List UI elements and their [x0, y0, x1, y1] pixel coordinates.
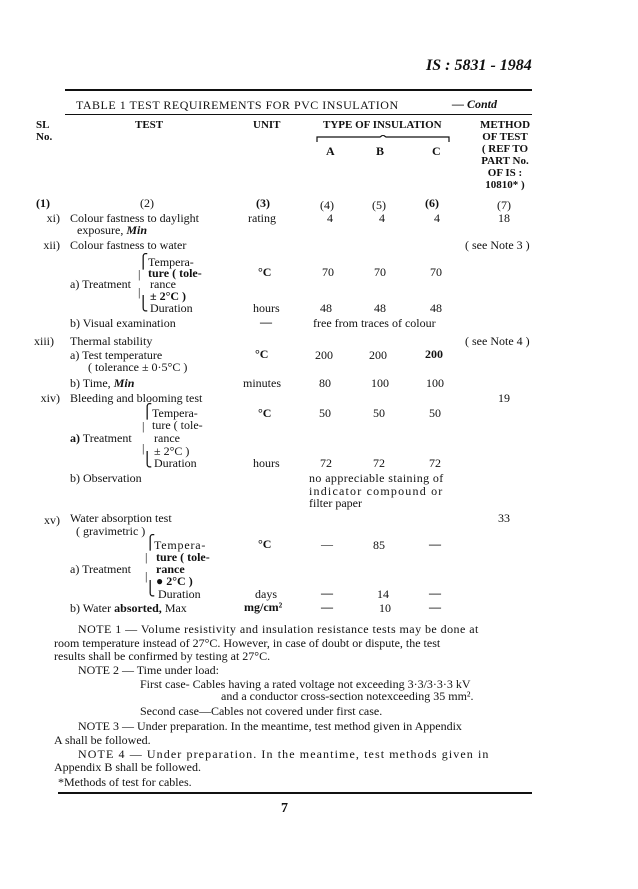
row-xv-temp-3: rance: [156, 562, 185, 576]
row-xii-brace-2: |: [138, 267, 141, 281]
row-xv-duration-c: —: [429, 586, 441, 600]
row-xiv-temp-unit: °C: [258, 406, 272, 420]
col-method-6: 10810* ): [485, 179, 525, 191]
row-xii-brace-1: ⎧: [138, 255, 149, 270]
row-xv-duration: Duration: [158, 587, 201, 601]
row-xv-duration-unit: days: [255, 587, 277, 601]
row-xv-brace-4: ⎩: [145, 582, 156, 597]
row-xiii-b-a: 80: [319, 376, 331, 390]
row-xv-temp-2: ture ( tole-: [156, 550, 210, 564]
row-xiv-obs-3: filter paper: [309, 496, 362, 510]
row-xiv-duration-b: 72: [373, 456, 385, 470]
colnum-2: (2): [140, 196, 154, 210]
note-4-line-1: NOTE 4 — Under preparation. In the meantime, test methods given in: [78, 747, 490, 761]
table-caption: TABLE 1 TEST REQUIREMENTS FOR PVC INSULATION: [76, 98, 399, 112]
row-xv-duration-b: 14: [377, 587, 389, 601]
colnum-4: (4): [320, 198, 334, 212]
col-unit: UNIT: [253, 119, 281, 131]
row-xii-duration: Duration: [150, 301, 193, 315]
row-xiii-a2: ( tolerance ± 0·5°C ): [88, 360, 188, 374]
row-xi-no: xi): [46, 211, 60, 225]
row-xii-visual-unit: —: [260, 315, 272, 329]
row-xv-test: Water absorption test: [70, 511, 172, 525]
row-xv-duration-a: —: [321, 586, 333, 600]
row-xiii-a-unit: °C: [255, 347, 269, 361]
row-xv-brace-3: |: [145, 569, 148, 583]
row-xiv-temp-2: ture ( tole-: [152, 418, 203, 432]
caption-contd: — Contd: [452, 97, 498, 111]
row-xiv-test: Bleeding and blooming test: [70, 391, 203, 405]
row-xii-temp-4: ± 2°C ): [150, 289, 187, 303]
note-2-second-case: Second case—Cables not covered under first case.: [140, 704, 383, 718]
row-xii-duration-a: 48: [320, 301, 332, 315]
row-xv-water: b) Water absorted, Max: [70, 601, 187, 615]
row-xii-temp-unit: °C: [258, 265, 272, 279]
row-xv-water-a: —: [321, 600, 333, 614]
note-1-line-3: results shall be confirmed by testing at 27°C.: [54, 649, 271, 663]
col-b: B: [376, 144, 385, 158]
col-test: TEST: [135, 119, 164, 131]
row-xiii-a-a: 200: [315, 348, 333, 362]
row-xiv-no: xiv): [40, 391, 60, 405]
row-xiii-test: Thermal stability: [70, 334, 153, 348]
row-xv-temp-4: ● 2°C ): [156, 574, 193, 588]
row-xii-temp-a: 70: [322, 265, 334, 279]
row-xii-duration-c: 48: [430, 301, 442, 315]
row-xiv-temp-3: rance: [154, 431, 180, 445]
note-3-line-2: A shall be followed.: [54, 733, 151, 747]
row-xii-no: xii): [43, 238, 60, 252]
row-xiii-b-unit: minutes: [243, 376, 281, 390]
row-xv-test-2: ( gravimetric ): [76, 524, 146, 538]
row-xiv-brace-4: ⎩: [142, 453, 153, 468]
row-xv-water-unit: mg/cm²: [244, 600, 283, 614]
row-xi-test: Colour fastness to daylight: [70, 211, 199, 225]
colnum-1: (1): [36, 196, 50, 210]
row-xiii-b-c: 100: [426, 376, 444, 390]
row-xiv-obs-2: indicator compound or: [309, 484, 444, 498]
note-2-first-case-2: and a conductor cross-section notexceeding 35 mm².: [221, 689, 474, 703]
row-xi-method: 18: [498, 211, 510, 225]
type-brace: [316, 131, 451, 139]
row-xii-visual: b) Visual examination: [70, 316, 176, 330]
row-xii-temp-3: rance: [150, 277, 176, 291]
note-2-title: NOTE 2 — Time under load:: [78, 663, 219, 677]
row-xiv-treatment-label: a) Treatment: [70, 431, 132, 445]
colnum-3: (3): [256, 196, 270, 210]
page-number: 7: [281, 801, 288, 816]
col-sl: SL: [36, 119, 50, 131]
row-xv-brace-1: ⎧: [145, 536, 156, 551]
row-xiv-temp-b: 50: [373, 406, 385, 420]
row-xv-no: xv): [44, 513, 60, 527]
row-xiii-b-b: 100: [371, 376, 389, 390]
row-xiv-duration-unit: hours: [253, 456, 280, 470]
col-type: TYPE OF INSULATION: [323, 119, 442, 131]
col-method-4: PART No.: [481, 155, 529, 167]
row-xiv-temp-a: 50: [319, 406, 331, 420]
row-xii-test: Colour fastness to water: [70, 238, 187, 252]
col-method-2: OF TEST: [482, 131, 528, 143]
row-xii-treatment-label: a) Treatment: [70, 277, 131, 291]
row-xi-b: 4: [379, 211, 385, 225]
footnote: *Methods of test for cables.: [58, 775, 192, 789]
col-a: A: [326, 144, 335, 158]
row-xiv-duration: Duration: [154, 456, 197, 470]
row-xv-temp-b: 85: [373, 538, 385, 552]
row-xv-water-c: —: [429, 600, 441, 614]
colnum-6: (6): [425, 196, 439, 210]
row-xiv-brace-2: |: [142, 419, 145, 433]
note-1-line-1: NOTE 1 — Volume resistivity and insulation resistance tests may be done at: [78, 622, 479, 636]
row-xiv-duration-c: 72: [429, 456, 441, 470]
row-xiv-observation: b) Observation: [70, 471, 142, 485]
note-4-line-2: Appendix B shall be followed.: [54, 760, 201, 774]
row-xiii-method: ( see Note 4 ): [465, 334, 530, 348]
note-1-line-2: room temperature instead of 27°C. However, in case of doubt or dispute, the test: [54, 636, 441, 650]
row-xi-unit: rating: [248, 211, 276, 225]
row-xii-brace-3: |: [138, 285, 141, 299]
note-3-line-1: NOTE 3 — Under preparation. In the meantime, test method given in Appendix: [78, 719, 462, 733]
row-xii-temp-2: ture ( tole-: [148, 266, 202, 280]
row-xi-a: 4: [327, 211, 333, 225]
row-xv-water-b: 10: [379, 601, 391, 615]
row-xiv-temp-c: 50: [429, 406, 441, 420]
row-xii-temp-b: 70: [374, 265, 386, 279]
col-c: C: [432, 144, 441, 158]
row-xii-temp-1: Tempera-: [148, 255, 194, 269]
bottom-rule: [58, 792, 532, 794]
row-xiv-temp-1: Tempera-: [152, 406, 198, 420]
row-xv-method: 33: [498, 511, 510, 525]
row-xii-brace-4: ⎩: [138, 297, 149, 312]
caption-rule: [65, 114, 532, 115]
col-method-1: METHOD: [479, 119, 531, 131]
col-method-5: OF IS :: [487, 167, 523, 179]
row-xiv-method: 19: [498, 391, 510, 405]
row-xv-temp-1: Tempera-: [154, 538, 207, 552]
row-xi-c: 4: [434, 211, 440, 225]
row-xii-temp-c: 70: [430, 265, 442, 279]
row-xii-duration-unit: hours: [253, 301, 280, 315]
row-xiv-brace-3: |: [142, 441, 145, 455]
row-xii-duration-b: 48: [374, 301, 386, 315]
colnum-7: (7): [497, 198, 511, 212]
top-rule: [65, 89, 532, 91]
row-xiv-duration-a: 72: [320, 456, 332, 470]
standard-number: IS : 5831 - 1984: [426, 57, 532, 74]
row-xv-treatment-label: a) Treatment: [70, 562, 131, 576]
row-xv-temp-unit: °C: [258, 537, 272, 551]
row-xiii-a-c: 200: [425, 347, 443, 361]
row-xiii-b1: b) Time, Min: [70, 376, 135, 390]
note-2-first-case-1: First case- Cables having a rated voltage not exceeding 3·3/3·3·3 kV: [140, 677, 471, 691]
col-no: No.: [36, 131, 53, 143]
colnum-5: (5): [372, 198, 386, 212]
row-xv-brace-2: |: [145, 550, 148, 564]
row-xi-test-2: exposure, Min: [77, 223, 148, 237]
row-xiii-no: xiii): [34, 334, 54, 348]
row-xv-temp-a: —: [321, 537, 333, 551]
row-xii-method: ( see Note 3 ): [465, 238, 530, 252]
row-xv-temp-c: —: [429, 537, 441, 551]
row-xiv-obs-1: no appreciable staining of: [309, 471, 444, 485]
row-xii-visual-value: free from traces of colour: [313, 316, 436, 330]
row-xiii-a-b: 200: [369, 348, 387, 362]
col-method-3: ( REF TO: [481, 143, 529, 155]
row-xiii-a1: a) Test temperature: [70, 348, 163, 362]
row-xiv-brace-1: ⎧: [142, 405, 153, 420]
row-xiv-temp-4: ± 2°C ): [154, 444, 190, 458]
